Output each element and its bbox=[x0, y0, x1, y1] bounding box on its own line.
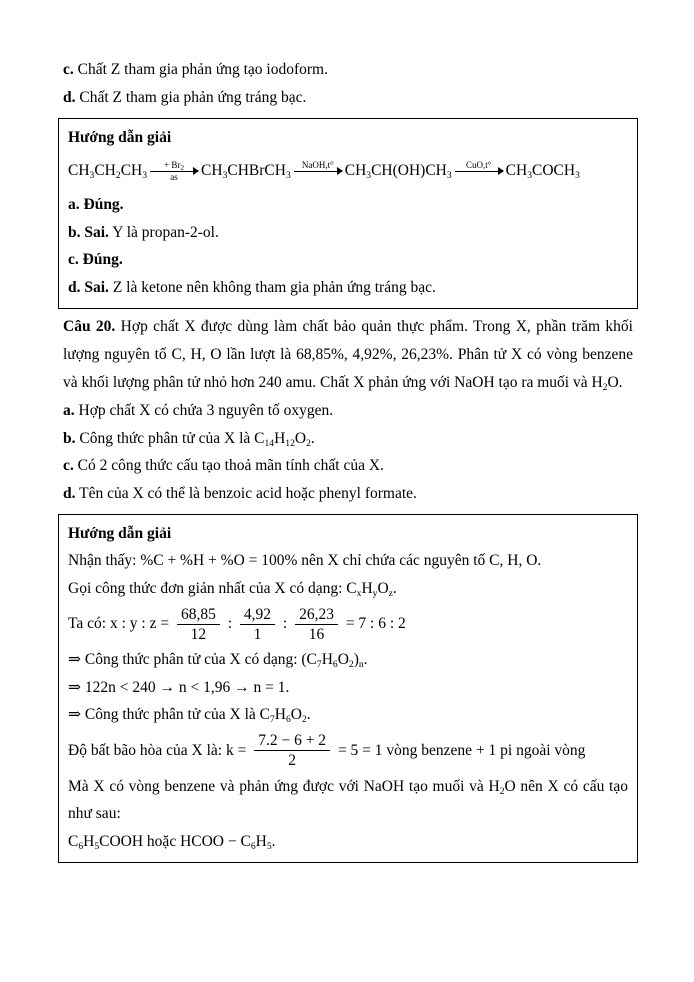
solution-title-2: Hướng dẫn giải bbox=[68, 525, 172, 542]
reaction-scheme: CH3CH2CH3 $\frac{+ Br_2}{as}$ CH3CHBrCH3 NaOH,t° CH3CH(OH)CH3 CuO,t° CH3COCH3 bbox=[68, 159, 580, 182]
sol-conclusion-line: Mà X có vòng benzene và phản ứng được với NaOH tạo muối và H2O nên X có cấu tạo như sau: bbox=[68, 777, 628, 822]
sol-n-value-line: ⇒ 122n < 240 → n < 1,96 → n = 1. bbox=[68, 678, 290, 696]
q20-statement-a: a. Hợp chất X có chứa 3 nguyên tố oxygen. bbox=[63, 402, 334, 419]
sol-structures-line: C6H5COOH hoặc HCOO − C6H5. bbox=[68, 832, 276, 852]
q20-statement-b: b. Công thức phân tử của X là C14H12O2. bbox=[63, 429, 315, 449]
solution-box-q20 bbox=[58, 514, 638, 863]
sol-observe-line: Nhận thấy: %C + %H + %O = 100% nên X chỉ chứa các nguyên tố C, H, O. bbox=[68, 552, 542, 569]
statement-d-trang-bac: d. Chất Z tham gia phản ứng tráng bạc. bbox=[63, 88, 307, 106]
solution-box-q19 bbox=[58, 118, 638, 309]
question-20-text: Câu 20. Hợp chất X được dùng làm chất bảo quản thực phẩm. Trong X, phần trăm khối lượng nguyên tố C, H, O lần lượt là 68,85%, 4,92%, 26,23%. Phân tử X có vòng benzene và khối lượng phân tử nhỏ hơn 240 amu. Chất X phản ứng với NaOH tạo ra muối và H2O. bbox=[63, 318, 633, 393]
sol-unsaturation-line: Độ bất bão hòa của X là: k = $\frac{7.2 - 6 + 2}{2}$ = 5 = 1 vòng benzene + 1 pi ngoài vòng bbox=[68, 732, 586, 770]
sol-ratio-line: Ta có: x : y : z = $\frac{68,85}{12}$ : $\frac{4,92}{1}$ : $\frac{26,23}{16}$ = 7 : 6 : 2 bbox=[68, 605, 406, 643]
answer-c-1: c. Đúng. bbox=[68, 251, 123, 268]
answer-a-1: a. Đúng. bbox=[68, 196, 124, 213]
q20-statement-c: c. Có 2 công thức cấu tạo thoả mãn tính chất của X. bbox=[63, 457, 384, 474]
answer-d-1: d. Sai. Z là ketone nên không tham gia phản ứng tráng bạc. bbox=[68, 278, 436, 296]
statement-c-iodoform: c. Chất Z tham gia phản ứng tạo iodoform. bbox=[63, 61, 328, 78]
q20-statement-d: d. Tên của X có thể là benzoic acid hoặc phenyl formate. bbox=[63, 484, 417, 502]
sol-empirical-formula-line: Gọi công thức đơn giản nhất của X có dạng: CxHyOz. bbox=[68, 579, 397, 599]
sol-general-formula-line: ⇒ Công thức phân tử của X có dạng: (C7H6O2)n. bbox=[68, 651, 368, 670]
answer-b-1: b. Sai. Y là propan-2-ol. bbox=[68, 223, 219, 241]
sol-molecular-formula-line: ⇒ Công thức phân tử của X là C7H6O2. bbox=[68, 706, 311, 725]
solution-title-1: Hướng dẫn giải bbox=[68, 129, 172, 146]
